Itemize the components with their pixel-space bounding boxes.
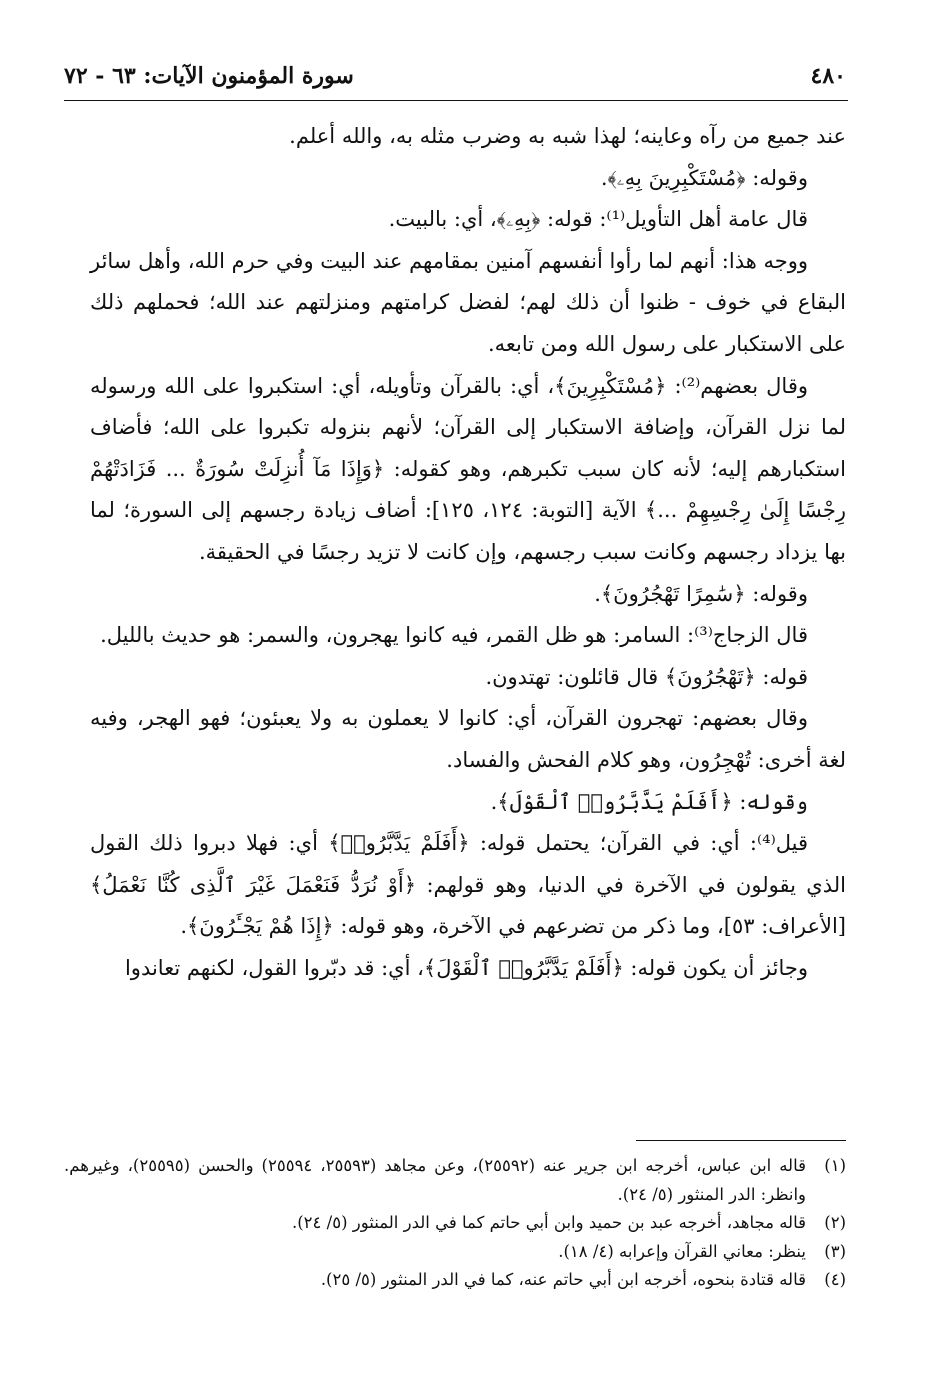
footnote-text: قاله مجاهد، أخرجه عبد بن حميد وابن أبي حاتم كما في الدر المنثور (٥/ ٢٤). <box>291 1213 806 1232</box>
paragraph: وقوله: ﴿سَٰمِرًا تَهْجُرُونَ﴾. <box>594 581 808 606</box>
paragraph: قيل⁽⁴⁾: أي: في القرآن؛ يحتمل قوله: ﴿أَفَلَمْ يَدَّبَّرُوا۟﴾ أي: فهلا دبروا ذلك القول الذي يقولون في الآخرة في الدنيا، وهو قولهم: ﴿أَوْ نُرَدُّ فَنَعْمَلَ غَيْرَ ٱلَّذِى كُنَّا نَعْمَلُ﴾ [الأعراف: ٥٣]، وما ذكر من تضرعهم في الآخرة، وهو قوله: ﴿إِذَا هُمْ يَجْـَٔرُونَ﴾. <box>90 831 846 939</box>
paragraph: وجائز أن يكون قوله: ﴿أَفَلَمْ يَدَّبَّرُوا۟ ٱلْقَوْلَ﴾، أي: قد دبّروا القول، لكنهم تعاندوا <box>124 955 808 980</box>
footnote <box>64 1152 846 1209</box>
paragraph: ووجه هذا: أنهم لما رأوا أنفسهم آمنين بمقامهم عند البيت وفي حرم الله، وأهل سائر البقاع في خوف - ظنوا أن ذلك لهم؛ لفضل كرامتهم ومنزلتهم عند الله؛ فحملهم ذلك على الاستكبار على رسول الله ومن تابعه. <box>90 248 846 356</box>
header-divider <box>64 100 848 101</box>
paragraph: وقال بعضهم⁽²⁾: ﴿مُسْتَكْبِرِينَ﴾، أي: بالقرآن وتأويله، أي: استكبروا على الله ورسوله لما نزل القرآن، وإضافة الاستكبار إلى القرآن؛ لأنهم بنزوله تكبروا على الله؛ فأضاف استكبارهم إليه؛ لأنه كان سبب تكبرهم، وهو كقوله: ﴿وَإِذَا مَآ أُنزِلَتْ سُورَةٌ ... فَزَادَتْهُمْ رِجْسًا إِلَىٰ رِجْسِهِمْ ...﴾ الآية [التوبة: ١٢٤، ١٢٥]: أضاف زيادة رجسهم إلى السورة؛ لما بها يزداد رجسهم وكانت سبب رجسهم، وإن كانت لا تزيد رجسًا في الحقيقة. <box>90 373 846 564</box>
page-number: ٤٨٠ <box>810 63 846 89</box>
footnotes <box>64 1152 846 1295</box>
paragraph: قال عامة أهل التأويل⁽¹⁾: قوله: ﴿بِهِۦ﴾، أي: بالبيت. <box>388 207 808 232</box>
paragraph: عند جميع من رآه وعاينه؛ لهذا شبه به وضرب مثله به، والله أعلم. <box>289 124 846 148</box>
paragraph: وقوله: ﴿أَفَلَمْ يَدَّبَّرُوا۟ ٱلْقَوْلَ﴾. <box>490 789 808 814</box>
paragraph: قوله: ﴿تَهْجُرُونَ﴾ قال قائلون: تهتدون. <box>485 664 808 689</box>
paragraph: قال الزجاج⁽³⁾: السامر: هو ظل القمر، فيه كانوا يهجرون، والسمر: هو حديث بالليل. <box>100 623 808 648</box>
footnote-number: (٣) <box>824 1241 846 1261</box>
footnote-number: (٤) <box>824 1270 846 1289</box>
paragraph: وقوله: ﴿مُسْتَكْبِرِينَ بِهِۦ﴾. <box>600 165 808 190</box>
footnote-divider <box>636 1140 846 1141</box>
footnote <box>64 1209 846 1238</box>
footnote <box>64 1266 846 1295</box>
footnote-number: (١) <box>824 1156 846 1175</box>
footnote-number: (٢) <box>824 1213 846 1232</box>
footnote-text: قاله ابن عباس، أخرجه ابن جرير عنه (٢٥٥٩٢)، وعن مجاهد (٢٥٥٩٣، ٢٥٥٩٤) والحسن (٢٥٥٩٥)، وغيرهم. وانظر: الدر المنثور (٥/ ٢٤). <box>64 1156 807 1204</box>
footnote <box>64 1238 846 1267</box>
footnote-text: ينظر: معاني القرآن وإعرابه (٤/ ١٨). <box>558 1241 806 1261</box>
running-title: سورة المؤمنون الآيات: ٦٣ - ٧٢ <box>64 63 354 89</box>
footnote-text: قاله قتادة بنحوه، أخرجه ابن أبي حاتم عنه، كما في الدر المنثور (٥/ ٢٥). <box>320 1270 806 1289</box>
paragraph: وقال بعضهم: تهجرون القرآن، أي: كانوا لا يعملون به ولا يعبئون؛ فهو الهجر، وفيه لغة أخرى: تُهْجِرُون، وهو كلام الفحش والفساد. <box>90 706 846 772</box>
main-text <box>90 116 846 989</box>
page-header <box>64 56 846 96</box>
